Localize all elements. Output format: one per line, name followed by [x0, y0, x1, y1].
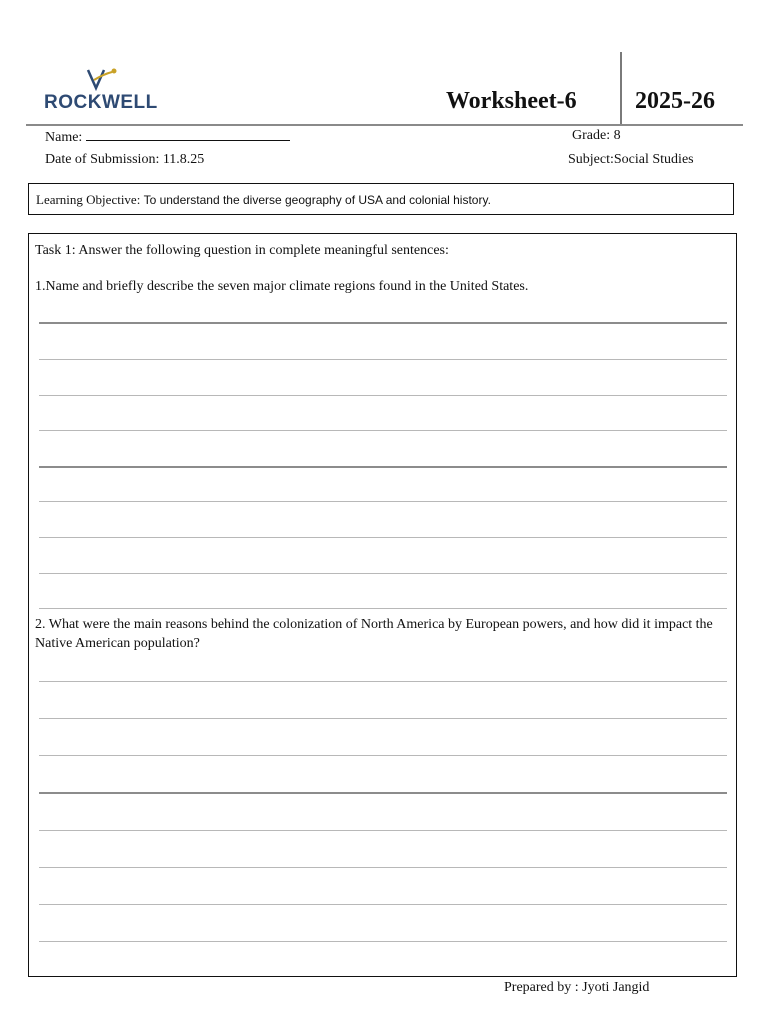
answer-line[interactable] — [39, 537, 727, 538]
answer-line[interactable] — [39, 322, 727, 324]
task-instruction: Task 1: Answer the following question in complete meaningful sentences: — [35, 243, 449, 258]
question-1: 1.Name and briefly describe the seven major climate regions found in the United States. — [35, 279, 529, 294]
answer-line[interactable] — [39, 718, 727, 719]
answer-line[interactable] — [39, 573, 727, 574]
answer-line[interactable] — [39, 466, 727, 468]
answer-line[interactable] — [39, 608, 727, 609]
learning-objective — [36, 192, 491, 208]
name-field[interactable] — [45, 128, 290, 146]
answer-line[interactable] — [39, 904, 727, 905]
answer-line[interactable] — [39, 830, 727, 831]
submission-date: Date of Submission: 11.8.25 — [45, 152, 205, 167]
answer-line[interactable] — [39, 755, 727, 756]
session-year: 2025-26 — [635, 88, 715, 114]
worksheet-title: Worksheet-6 — [446, 88, 577, 114]
task-box — [28, 233, 737, 977]
prepared-by: Prepared by : Jyoti Jangid — [504, 980, 650, 995]
logo-text: ROCKWELL — [44, 92, 158, 113]
name-blank[interactable] — [86, 128, 290, 141]
question-2: 2. What were the main reasons behind the colonization of North America by European powers, and how did it impact the Native American population? — [35, 617, 713, 651]
grade-text: Grade: 8 — [572, 128, 621, 143]
name-label: Name: — [45, 130, 83, 145]
answer-line[interactable] — [39, 430, 727, 431]
answer-line[interactable] — [39, 681, 727, 682]
answer-line[interactable] — [39, 792, 727, 794]
learning-objective-label: Learning Objective: — [36, 192, 141, 207]
answer-line[interactable] — [39, 359, 727, 360]
answer-line[interactable] — [39, 867, 727, 868]
answer-line[interactable] — [39, 395, 727, 396]
header-divider — [620, 52, 622, 124]
answer-line[interactable] — [39, 941, 727, 942]
header-rule — [26, 124, 743, 126]
learning-objective-text: To understand the diverse geography of USA and colonial history. — [143, 193, 491, 207]
answer-line[interactable] — [39, 501, 727, 502]
subject-text: Subject:Social Studies — [568, 152, 694, 167]
